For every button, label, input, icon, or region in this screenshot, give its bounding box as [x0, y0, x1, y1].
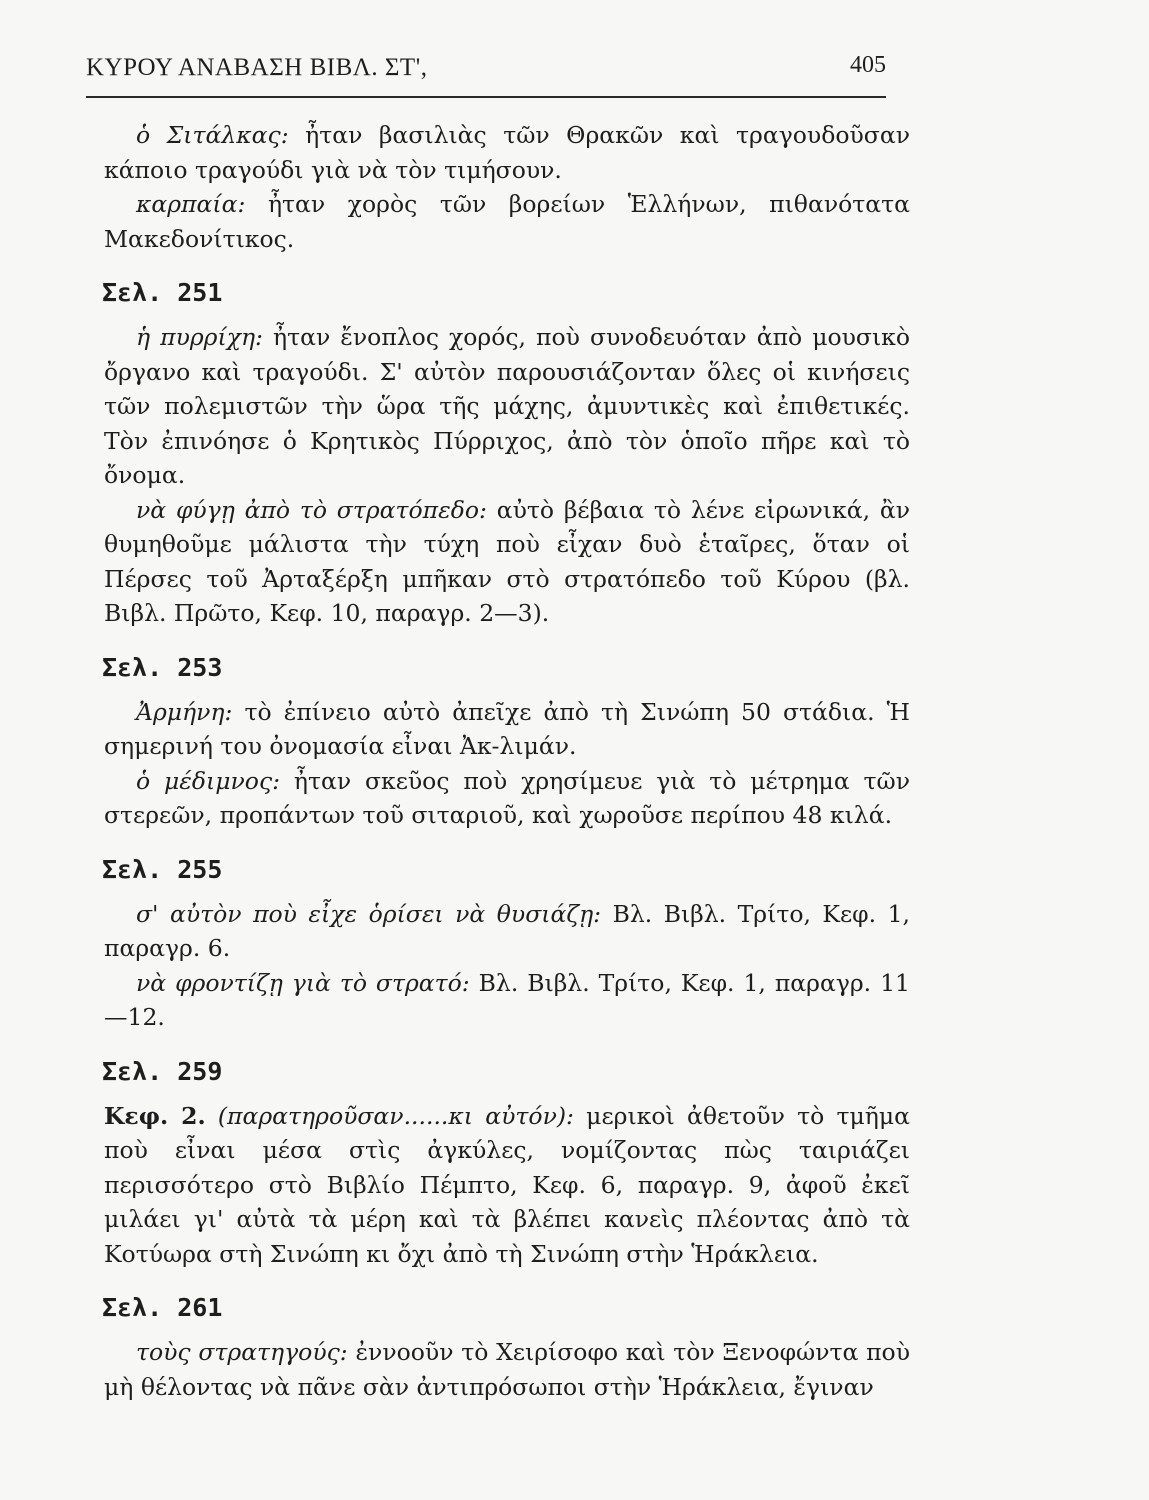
note-paragraph [104, 493, 910, 631]
note-paragraph [104, 320, 910, 493]
note-text: μερικοὶ ἀθετοῦν τὸ τμῆμα ποὺ εἶναι μέσα στὶς ἀγκύλες, νομίζοντας πὼς ταιριάζει περισσότερο στὸ Βιβλίο Πέμπτο, Κεφ. 6, παραγρ. 9, ἀφοῦ ἐκεῖ μιλάει γι' αὐτὰ τὰ μέρη καὶ τὰ βλέπει κανεὶς πλέοντας ἀπὸ τὰ Κοτύωρα στὴ Σινώπη κι ὄχι ἀπὸ τὴ Σινώπη στὴν Ἡράκλεια. [104, 1101, 910, 1268]
note-paragraph [104, 897, 910, 966]
note-paragraph [104, 764, 910, 833]
note-lemma: Ἀρμήνη: [136, 697, 233, 726]
note-text: ἦταν βασιλιὰς τῶν Θρακῶν καὶ τραγουδοῦσαν κάποιο τραγούδι γιὰ νὰ τὸν τιμήσουν. [104, 121, 910, 184]
note-text: ἦταν χορὸς τῶν βορείων Ἑλλήνων, πιθανότατα Μακεδονίτικος. [104, 190, 910, 253]
note-paragraph [104, 187, 910, 256]
note-paragraph [104, 1099, 910, 1272]
note-text: Βλ. Βιβλ. Τρίτο, Κεφ. 1, παραγρ. 6. [104, 899, 910, 962]
commentary-body [104, 118, 910, 1404]
note-paragraph [104, 1335, 910, 1404]
note-text: αὐτὸ βέβαια τὸ λένε εἰρωνικά, ἂν θυμηθοῦμε μάλιστα τὴν τύχη ποὺ εἶχαν δυὸ ἑταῖρες, ὅταν οἱ Πέρσες τοῦ Ἀρταξέρξη μπῆκαν στὸ στρατόπεδο τοῦ Κύρου (βλ. Βιβλ. Πρῶτο, Κεφ. 10, παραγρ. 2—3). [104, 495, 910, 627]
note-paragraph [104, 966, 910, 1035]
note-text: ἦταν ἔνοπλος χορός, ποὺ συνοδευόταν ἀπὸ μουσικὸ ὄργανο καὶ τραγούδι. Σ' αὐτὸν παρουσιάζονταν ὅλες οἱ κινήσεις τῶν πολεμιστῶν τὴν ὥρα τῆς μάχης, ἀμυντικὲς καὶ ἐπιθετικές. Τὸν ἐπινόησε ὁ Κρητικὸς Πύρριχος, ἀπὸ τὸν ὁποῖο πῆρε καὶ τὸ ὄνομα. [104, 323, 911, 489]
section-heading: Σελ. 253 [102, 652, 223, 682]
note-text: ἦταν σκεῦος ποὺ χρησίμευε γιὰ τὸ μέτρημα τῶν στερεῶν, προπάντων τοῦ σιταριοῦ, καὶ χωροῦσε περίπου 48 κιλά. [104, 766, 910, 829]
note-lemma: ὁ Σιτάλκας: [136, 121, 289, 149]
section-heading: Σελ. 259 [102, 1056, 223, 1086]
note-paragraph [104, 118, 910, 187]
chapter-ref: Κεφ. 2. [104, 1101, 206, 1130]
note-lemma: νὰ φροντίζῃ γιὰ τὸ στρατό: [136, 968, 470, 997]
page-number: 405 [850, 52, 886, 78]
section-heading: Σελ. 261 [102, 1293, 223, 1322]
note-lemma: καρπαία: [136, 190, 246, 218]
note-lemma: ὁ μέδιμνος: [136, 766, 281, 795]
note-text: ἐννοοῦν τὸ Χειρίσοφο καὶ τὸν Ξενοφώντα ποὺ μὴ θέλοντας νὰ πᾶνε σὰν ἀντιπρόσωποι στὴν Ἡράκλεια, ἔγιναν [104, 1338, 910, 1401]
note-lemma: (παρατηροῦσαν......κι αὐτόν): [205, 1101, 574, 1130]
section-heading: Σελ. 255 [102, 854, 223, 884]
page-header [86, 52, 886, 98]
section-heading: Σελ. 251 [102, 278, 223, 307]
note-text: Βλ. Βιβλ. Τρίτο, Κεφ. 1, παραγρ. 11—12. [104, 968, 910, 1031]
note-lemma: ἡ πυρρίχη: [136, 323, 263, 351]
note-lemma: σ' αὐτὸν ποὺ εἶχε ὁρίσει νὰ θυσιάζῃ: [136, 899, 602, 928]
note-lemma: τοὺς στρατηγούς: [136, 1338, 348, 1366]
note-paragraph [104, 695, 910, 764]
note-text: τὸ ἐπίνειο αὐτὸ ἀπεῖχε ἀπὸ τὴ Σινώπη 50 στάδια. Ἡ σημερινή του ὀνομασία εἶναι Ἀκ-λιμάν. [104, 697, 910, 760]
note-lemma: νὰ φύγῃ ἀπὸ τὸ στρατόπεδο: [136, 495, 487, 524]
running-title: ΚΥΡΟΥ ΑΝΑΒΑΣΗ ΒΙΒΛ. ΣΤ', [86, 54, 428, 81]
